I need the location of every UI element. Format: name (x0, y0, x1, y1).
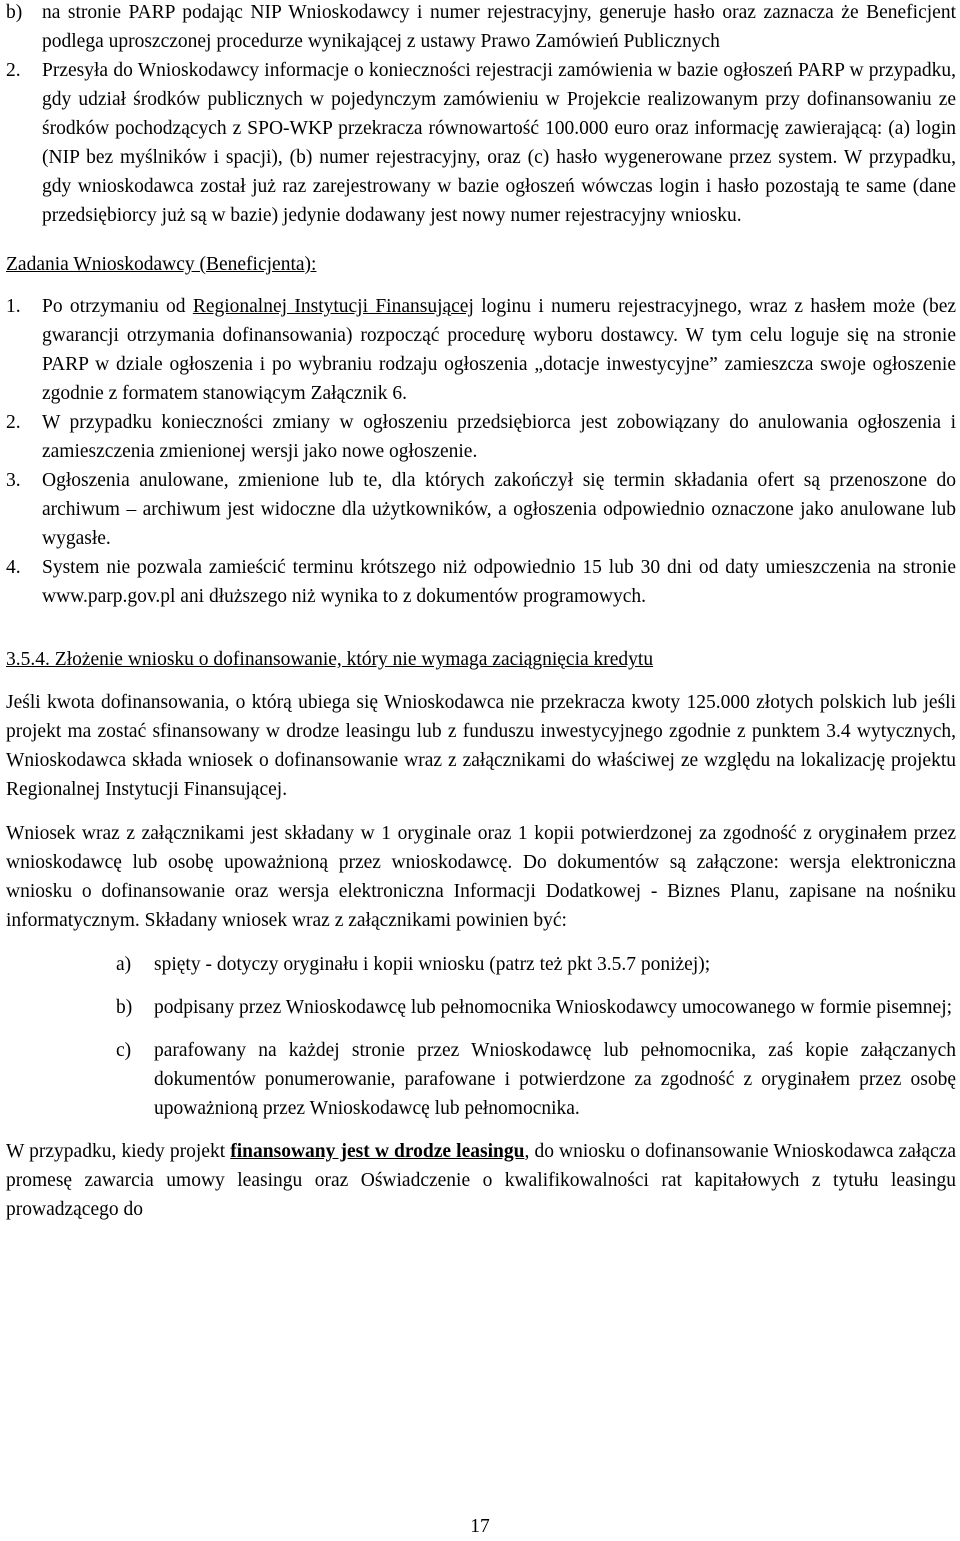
list-text: na stronie PARP podając NIP Wnioskodawcy i numer rejestracyjny, generuje hasło oraz zaznacza że Beneficjent podlega uproszczonej procedurze wynikającej z ustawy Prawo Zamówień Publicznych (42, 2, 956, 52)
list-text: podpisany przez Wnioskodawcę lub pełnomocnika Wnioskodawcy umocowanego w formie pisemnej; (154, 997, 953, 1018)
leasing-emphasis: finansowany jest w drodze leasingu (230, 1141, 525, 1162)
list-text: System nie pozwala zamieścić terminu krótszego niż odpowiednio 15 lub 30 dni od daty umieszczenia na stronie www.parp.gov.pl ani dłuższego niż wynika to z dokumentów programowych. (42, 557, 956, 607)
list-marker: 2. (6, 60, 21, 81)
section-heading: 3.5.4. Złożenie wniosku o dofinansowanie, który nie wymaga zaciągnięcia kredytu (6, 649, 654, 670)
paragraph-submission: Wniosek wraz z załącznikami jest składany w 1 oryginale oraz 1 kopii potwierdzonej za zgodność z oryginałem przez wnioskodawcę lub osobę upoważnioną przez wnioskodawcę. Do dokumentów są załączone: wersja elektroniczna wniosku o dofinansowanie oraz wersja elektroniczna Informacji Dodatkowej - Biznes Planu, zapisane na nośniku informatycznym. Składany wniosek wraz z załącznikami powinien być: (6, 823, 956, 931)
task-item-3 (6, 466, 956, 553)
leasing-pre: W przypadku, kiedy projekt (6, 1141, 226, 1162)
task-item-2 (6, 408, 956, 466)
leasing-post: , do wniosku o dofinansowanie Wnioskodawca załącza promesę zawarcia umowy leasingu oraz Oświadczenie o kwalifikowalności rat kapitałowych z tytułu leasingu prowadzącego do (6, 1141, 956, 1220)
list-item-2 (6, 56, 956, 230)
list-text: parafowany na każdej stronie przez Wnioskodawcę lub pełnomocnika, zaś kopie załączanych dokumentów ponumerowanie, parafowane i potwierdzone za zgodność z oryginałem przez osobę upoważnioną przez Wnioskodawcę lub pełnomocnika. (154, 1040, 956, 1119)
list-text: W przypadku konieczności zmiany w ogłoszeniu przedsiębiorca jest zobowiązany do anulowania ogłoszenia i zamieszczenia zmienionej wersji jako nowe ogłoszenie. (42, 412, 956, 462)
list-text (42, 56, 956, 230)
list-marker: 1. (6, 296, 21, 317)
list-marker: a) (116, 954, 132, 975)
list-marker: b) (6, 2, 23, 23)
list-marker: 2. (6, 412, 21, 433)
list-marker: b) (116, 997, 133, 1018)
requirement-a (116, 950, 956, 979)
page-number: 17 (470, 1516, 490, 1537)
item2-part-b: W przypadku, gdy wnioskodawca został już raz zarejestrowany w bazie ogłoszeń wówczas login i hasło pozostają te same (dane przedsiębiorcy już są w bazie) jedynie dodawany jest nowy numer rejestracyjny wniosku. (42, 147, 957, 226)
requirement-c (116, 1036, 956, 1123)
document-page (6, 0, 956, 1224)
paragraph-amount: Jeśli kwota dofinansowania, o którą ubiega się Wnioskodawca nie przekracza kwoty 125.000 złotych polskich lub jeśli projekt ma zostać sfinansowany w drodze leasingu lub z funduszu inwestycyjnego zgodnie z punktem 3.4 wytycznych, Wnioskodawca składa wniosek o dofinansowanie wraz z załącznikami do właściwej ze względu na lokalizację projektu Regionalnej Instytucji Finansującej. (6, 692, 956, 800)
task1-post: loginu i numeru rejestracyjnego, wraz z hasłem może (bez gwarancji otrzymania dofinansowania) rozpocząć procedurę wyboru dostawcy. W tym celu loguje się na stronie PARP w dziale ogłoszenia i po wybraniu rodzaju ogłoszenia „dotacje inwestycyjne” zamieszcza swoje ogłoszenie zgodnie z formatem stanowiącym Załącznik 6. (42, 296, 957, 404)
list-text: spięty - dotyczy oryginału i kopii wniosku (patrz też pkt 3.5.7 poniżej); (154, 954, 711, 975)
item2-part-a: Przesyła do Wnioskodawcy informacje o konieczności rejestracji zamówienia w bazie ogłoszeń PARP w przypadku, gdy udział środków publicznych w pojedynczym zamówieniu w Projekcie realizowanym przy dofinansowaniu ze środków pochodzących z SPO-WKP przekracza równowartość 100.000 euro oraz informację zawierającą: (a) login (NIP bez myślników i spacji), (b) numer rejestracyjny, oraz (c) hasło wygenerowane przez system. (42, 60, 956, 168)
list-marker: 4. (6, 557, 21, 578)
rif-link-text: Regionalnej Instytucji Finansującej (192, 296, 474, 317)
list-text: Ogłoszenia anulowane, zmienione lub te, dla których zakończył się termin składania ofert są przenoszone do archiwum – archiwum jest widoczne dla użytkowników, a ogłoszenia odpowiednio oznaczone jako anulowane lub wygasłe. (42, 470, 956, 549)
paragraph-leasing (6, 1137, 956, 1224)
tasks-heading: Zadania Wnioskodawcy (Beneficjenta): (6, 254, 317, 275)
list-text (42, 292, 956, 408)
list-item-b (6, 0, 956, 56)
list-marker: c) (116, 1040, 132, 1061)
requirement-b (116, 993, 956, 1022)
task-item-1 (6, 292, 956, 408)
list-marker: 3. (6, 470, 21, 491)
task-item-4 (6, 553, 956, 611)
task1-pre: Po otrzymaniu od (42, 296, 186, 317)
